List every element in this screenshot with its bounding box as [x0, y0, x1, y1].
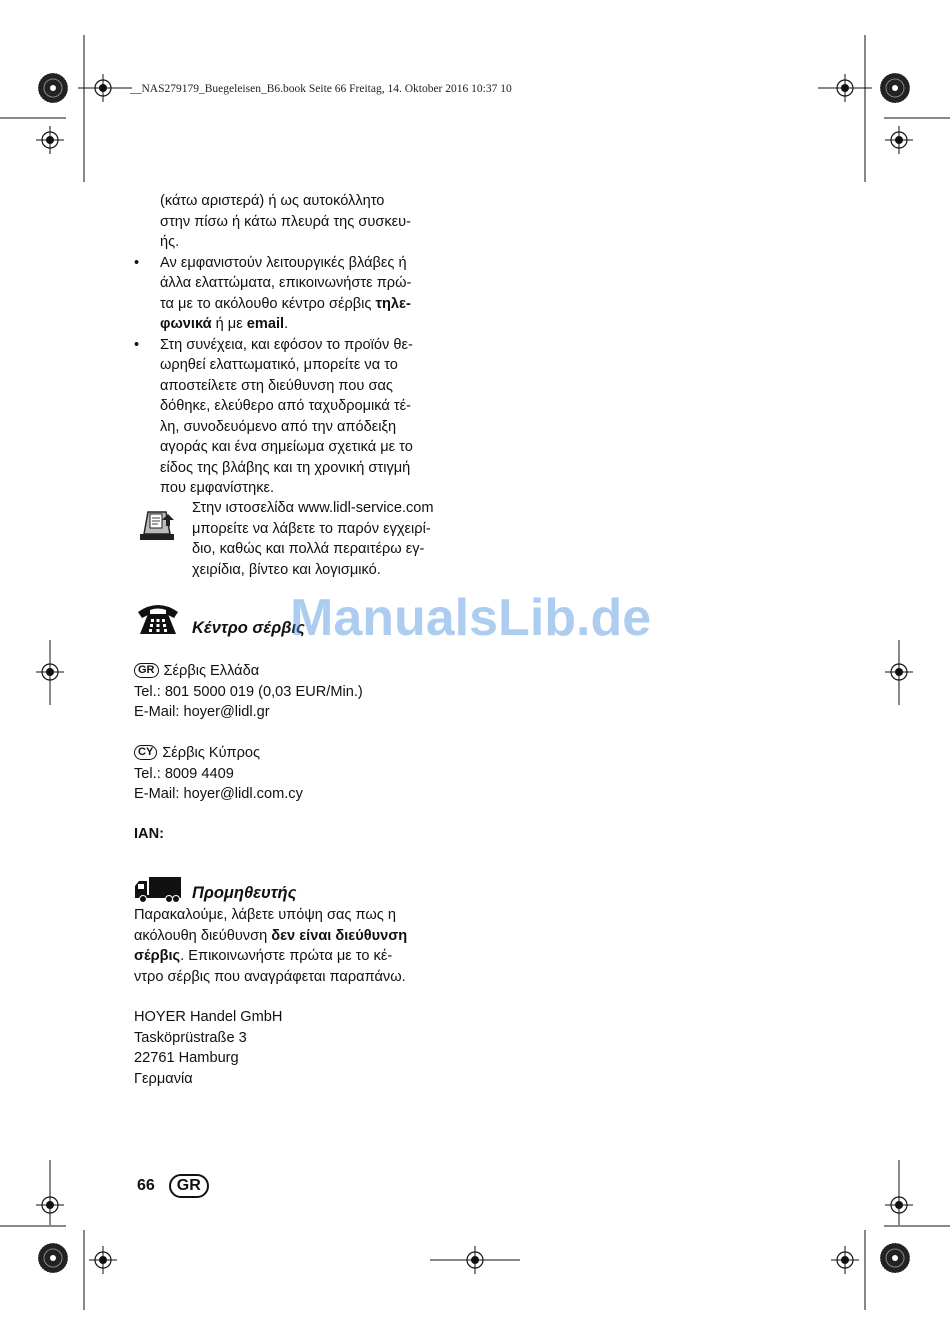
registration-mark — [885, 126, 913, 154]
service-tel: Tel.: 8009 4409 — [134, 765, 234, 782]
body-text — [134, 191, 454, 499]
registration-mark — [831, 1246, 859, 1274]
bullet-symbol: • — [134, 254, 140, 271]
delivery-truck-icon — [135, 877, 181, 903]
supplier-line: ακόλουθη διεύθυνση δεν είναι διεύθυνση — [134, 927, 408, 944]
registration-mark — [36, 126, 64, 154]
service-name: Σέρβις Κύπρος — [162, 745, 261, 761]
country-badge: CY — [134, 745, 157, 760]
bullet-line: που εμφανίστηκε. — [160, 480, 275, 496]
telephone-icon — [136, 600, 180, 636]
registration-mark — [38, 1243, 68, 1273]
address-line: Tasköprüstraße 3 — [134, 1029, 247, 1046]
service-email: E-Mail: hoyer@lidl.gr — [134, 704, 270, 720]
bullet-item — [134, 253, 454, 335]
bullet-line: άλλα ελαττώματα, επικοινωνήστε πρώ- — [160, 275, 412, 291]
country-badge: GR — [169, 1174, 209, 1198]
web-note — [134, 498, 454, 580]
registration-mark — [38, 73, 68, 103]
supplier-line: ντρο σέρβις που αναγράφεται παραπάνω. — [134, 968, 406, 985]
manual-download-icon — [136, 504, 178, 544]
web-line: διο, καθώς και πολλά περαιτέρω εγ- — [192, 541, 425, 557]
greece-service — [134, 661, 363, 723]
watermark: ManualsLib.de — [290, 589, 652, 647]
ian-label: IAN: — [134, 826, 164, 842]
bullet-line: Αν εμφανιστούν λειτουργικές βλάβες ή — [160, 254, 407, 271]
bullet-item — [134, 335, 454, 499]
page-number: 66 — [137, 1177, 155, 1194]
web-line: χειρίδια, βίντεο και λογισμικό. — [192, 561, 381, 578]
supplier-line: Παρακαλούμε, λάβετε υπόψη σας πως η — [134, 907, 396, 923]
supplier-address — [134, 1007, 282, 1089]
intro-line: στην πίσω ή κάτω πλευρά της συσκευ- — [160, 213, 411, 230]
intro-line: ής. — [160, 234, 180, 250]
bullet-line: αποστείλετε στη διεύθυνση που σας — [160, 377, 393, 394]
address-line: HOYER Handel GmbH — [134, 1009, 283, 1025]
supplier-line: σέρβις. Επικοινωνήστε πρώτα με το κέ- — [134, 948, 393, 964]
web-line: μπορείτε να λάβετε το παρόν εγχειρί- — [192, 520, 431, 537]
bullet-line: αγοράς και ένα σημείωμα σχετικά με το — [160, 439, 413, 455]
bullet-line: Στη συνέχεια, και εφόσον το προϊόν θε- — [160, 336, 413, 353]
address-line: Γερμανία — [134, 1070, 193, 1087]
service-email: E-Mail: hoyer@lidl.com.cy — [134, 786, 303, 802]
registration-mark — [880, 1243, 910, 1273]
web-line: Στην ιστοσελίδα www.lidl-service.com — [192, 500, 434, 516]
registration-mark — [880, 73, 910, 103]
supplier-note — [134, 905, 454, 987]
bullet-line: δόθηκε, ελεύθερο από ταχυδρομικά τέ- — [160, 398, 412, 414]
country-badge: GR — [134, 663, 159, 678]
service-center-title: Κέντρο σέρβις — [192, 619, 305, 637]
intro-line: (κάτω αριστερά) ή ως αυτοκόλλητο — [160, 193, 385, 209]
bullet-line: τα με το ακόλουθο κέντρο σέρβις τηλε- — [160, 295, 411, 312]
registration-mark — [89, 1246, 117, 1274]
bullet-line: λη, συνοδευόμενο από την απόδειξη — [160, 418, 397, 435]
print-header: __NAS279179_Buegeleisen_B6.book Seite 66 Freitag, 14. Oktober 2016 10:37 10 — [130, 83, 512, 95]
bullet-line: φωνικά ή με email. — [160, 316, 289, 332]
bullet-symbol: • — [134, 336, 140, 353]
supplier-title: Προμηθευτής — [192, 884, 297, 902]
cyprus-service — [134, 743, 303, 805]
bullet-line: ωρηθεί ελαττωματικό, μπορείτε να το — [160, 357, 398, 373]
page-footer — [137, 1174, 209, 1198]
bullet-line: είδος της βλάβης και τη χρονική στιγμή — [160, 459, 411, 476]
service-tel: Tel.: 801 5000 019 (0,03 EUR/Min.) — [134, 683, 363, 700]
service-name: Σέρβις Ελλάδα — [163, 663, 260, 679]
address-line: 22761 Hamburg — [134, 1050, 239, 1066]
